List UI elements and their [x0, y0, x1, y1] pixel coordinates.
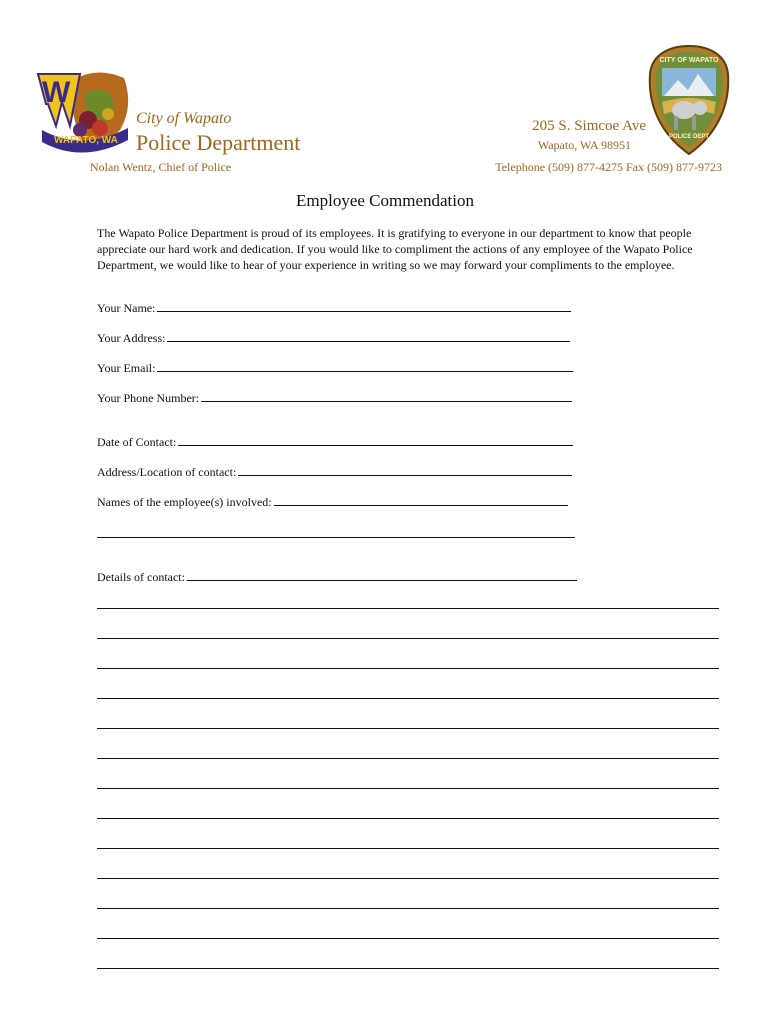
chief-name: Nolan Wentz, Chief of Police: [90, 160, 232, 174]
email-label: Your Email:: [97, 361, 156, 375]
location-row: [97, 464, 572, 480]
details-writing-line[interactable]: [97, 878, 719, 879]
logo-text: WAPATO, WA: [54, 135, 118, 146]
city-logo: [36, 66, 136, 162]
details-writing-line[interactable]: [97, 728, 719, 729]
details-field[interactable]: [187, 569, 577, 581]
details-writing-line[interactable]: [97, 938, 719, 939]
svg-text:W: W: [42, 76, 71, 109]
details-writing-line[interactable]: [97, 908, 719, 909]
details-writing-line[interactable]: [97, 668, 719, 669]
details-writing-line[interactable]: [97, 788, 719, 789]
details-writing-line[interactable]: [97, 848, 719, 849]
employees-extra-line[interactable]: [97, 537, 575, 538]
date-row: [97, 434, 573, 450]
location-label: Address/Location of contact:: [97, 465, 237, 479]
name-field[interactable]: [157, 300, 571, 312]
name-label: Your Name:: [97, 301, 156, 315]
badge-dept: POLICE DEPT: [668, 134, 710, 140]
location-field[interactable]: [238, 464, 572, 476]
phone-fax: Telephone (509) 877-4275 Fax (509) 877-9723: [495, 160, 722, 174]
phone-row: [97, 390, 572, 406]
employees-label: Names of the employee(s) involved:: [97, 495, 272, 509]
city-name: City of Wapato: [136, 110, 232, 127]
department-name: Police Department: [136, 130, 301, 155]
email-field[interactable]: [157, 360, 573, 372]
intro-paragraph: The Wapato Police Department is proud of its employees. It is gratifying to everyone in our department to know that people appreciate our hard work and dedication. If you would like to compliment the actions of any employee of the Wapato Police Department, we would like to hear of your experience in writing so we may forward your compliments to the employee.: [97, 226, 693, 272]
date-label: Date of Contact:: [97, 435, 177, 449]
details-writing-line[interactable]: [97, 968, 719, 969]
details-writing-line[interactable]: [97, 638, 719, 639]
address-row: [97, 330, 570, 346]
name-row: [97, 300, 571, 316]
address-label: Your Address:: [97, 331, 166, 345]
email-row: [97, 360, 573, 376]
phone-field[interactable]: [201, 390, 572, 402]
address-field[interactable]: [167, 330, 570, 342]
phone-label: Your Phone Number:: [97, 391, 200, 405]
details-writing-line[interactable]: [97, 758, 719, 759]
details-row: [97, 569, 577, 585]
badge-text: CITY OF WAPATO: [659, 57, 719, 64]
details-writing-line[interactable]: [97, 698, 719, 699]
employees-row: [97, 494, 568, 510]
details-writing-line[interactable]: [97, 818, 719, 819]
details-writing-line[interactable]: [97, 608, 719, 609]
details-label: Details of contact:: [97, 570, 185, 584]
date-field[interactable]: [178, 434, 573, 446]
form-title: Employee Commendation: [296, 191, 474, 210]
address-street: 205 S. Simcoe Ave: [532, 118, 646, 134]
employees-field[interactable]: [274, 494, 568, 506]
address-city: Wapato, WA 98951: [537, 138, 631, 152]
police-badge: [648, 44, 730, 156]
